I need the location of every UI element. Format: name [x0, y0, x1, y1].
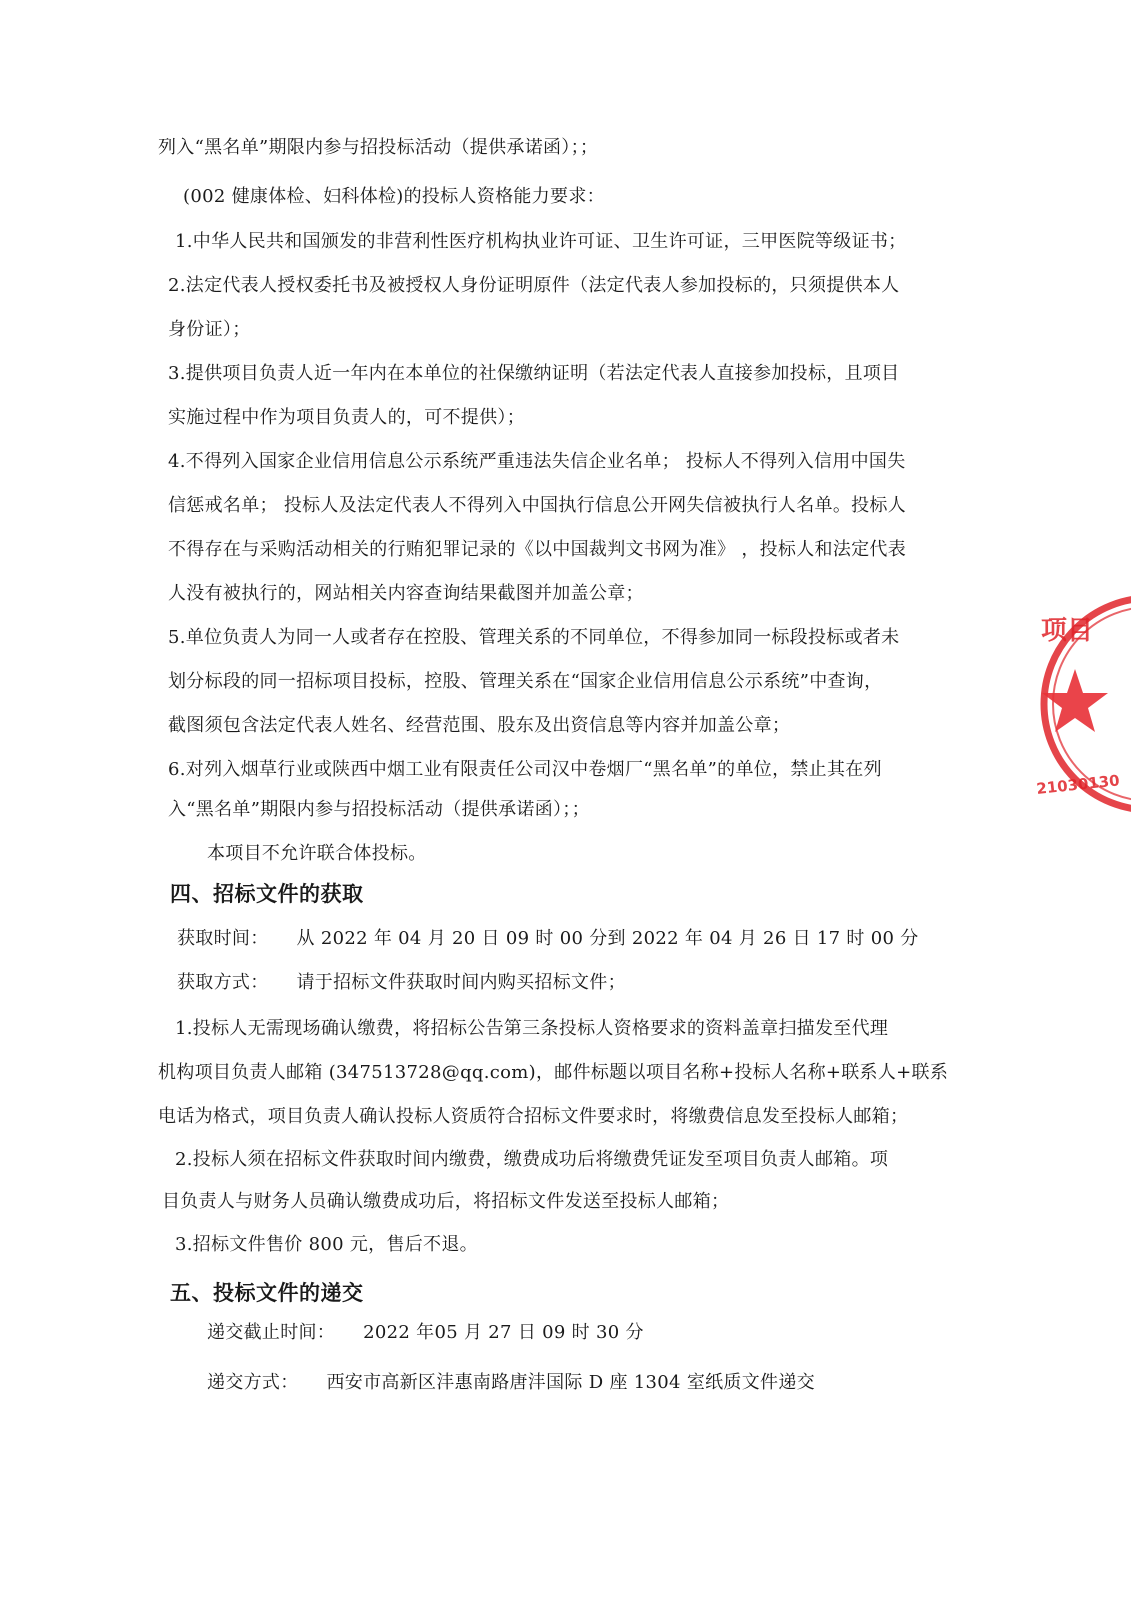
text-line: 本项目不允许联合体投标。 — [207, 843, 427, 864]
text-line: 6.对列入烟草行业或陕西中烟工业有限责任公司汉中卷烟厂“黑名单”的单位，禁止其在列 — [168, 759, 882, 780]
text-line: 截图须包含法定代表人姓名、经营范围、股东及出资信息等内容并加盖公章； — [168, 715, 791, 736]
text-line: 1.中华人民共和国颁发的非营利性医疗机构执业许可证、卫生许可证，三甲医院等级证书； — [175, 231, 907, 252]
acquire-time-value: 从 2022 年 04 月 20 日 09 时 00 分到 2022 年 04 月 26 日 17 时 00 分 — [296, 928, 919, 949]
seal-stamp-icon — [1035, 591, 1131, 817]
section-heading: 四、招标文件的获取 — [170, 882, 364, 906]
section-heading: 五、投标文件的递交 — [170, 1281, 364, 1305]
text-line: 不得存在与采购活动相关的行贿犯罪记录的《以中国裁判文书网为准》 ，投标人和法定代表 — [168, 539, 907, 560]
submit-method-label: 递交方式： — [207, 1372, 299, 1393]
seal-number-text: 21030130 — [1035, 771, 1121, 798]
acquire-method-label: 获取方式： — [177, 972, 269, 993]
submit-deadline-label: 递交截止时间： — [207, 1322, 336, 1343]
acquire-time-label: 获取时间： — [177, 928, 269, 949]
text-line: (002 健康体检、妇科体检)的投标人资格能力要求： — [183, 186, 605, 207]
text-line: 目负责人与财务人员确认缴费成功后，将招标文件发送至投标人邮箱； — [162, 1191, 730, 1212]
text-line: 5.单位负责人为同一人或者存在控股、管理关系的不同单位，不得参加同一标段投标或者未 — [168, 627, 900, 648]
submit-deadline-value: 2022 年05 月 27 日 09 时 30 分 — [363, 1322, 644, 1343]
submit-method-row — [207, 1370, 815, 1396]
text-line: 3.提供项目负责人近一年内在本单位的社保缴纳证明（若法定代表人直接参加投标，且项目 — [168, 363, 900, 384]
text-line: 人没有被执行的，网站相关内容查询结果截图并加盖公章； — [168, 583, 644, 604]
text-line: 划分标段的同一招标项目投标，控股、管理关系在“国家企业信用信息公示系统”中查询， — [168, 671, 883, 692]
text-line: 信惩戒名单； 投标人及法定代表人不得列入中国执行信息公开网失信被执行人名单。投标人 — [168, 495, 907, 516]
submit-deadline-row — [207, 1320, 644, 1346]
official-seal — [1035, 591, 1131, 817]
submit-method-value: 西安市高新区沣惠南路唐沣国际 D 座 1304 室纸质文件递交 — [326, 1372, 815, 1393]
text-line: 2.投标人须在招标文件获取时间内缴费，缴费成功后将缴费凭证发至项目负责人邮箱。项 — [175, 1149, 889, 1170]
text-line: 列入“黑名单”期限内参与招投标活动（提供承诺函）；； — [158, 137, 599, 158]
text-line: 机构项目负责人邮箱 (347513728@qq.com)，邮件标题以项目名称+投标人名称+联系人+联系 — [158, 1062, 949, 1083]
text-line: 实施过程中作为项目负责人的，可不提供）； — [168, 407, 525, 428]
text-line: 电话为格式，项目负责人确认投标人资质符合招标文件要求时，将缴费信息发至投标人邮箱； — [158, 1106, 909, 1127]
seal-top-text: 项目 — [1041, 616, 1094, 646]
text-line: 4.不得列入国家企业信用信息公示系统严重违法失信企业名单； 投标人不得列入信用中国失 — [168, 451, 906, 472]
acquire-time-row — [177, 926, 919, 952]
text-line: 入“黑名单”期限内参与招投标活动（提供承诺函）；； — [168, 799, 590, 820]
text-line: 身份证）； — [168, 319, 251, 340]
acquire-method-row — [177, 970, 626, 996]
acquire-method-value: 请于招标文件获取时间内购买招标文件； — [296, 972, 626, 993]
text-line: 2.法定代表人授权委托书及被授权人身份证明原件（法定代表人参加投标的，只须提供本人 — [168, 275, 900, 296]
text-line: 3.招标文件售价 800 元，售后不退。 — [175, 1234, 478, 1255]
text-line: 1.投标人无需现场确认缴费，将招标公告第三条投标人资格要求的资料盖章扫描发至代理 — [175, 1018, 889, 1039]
